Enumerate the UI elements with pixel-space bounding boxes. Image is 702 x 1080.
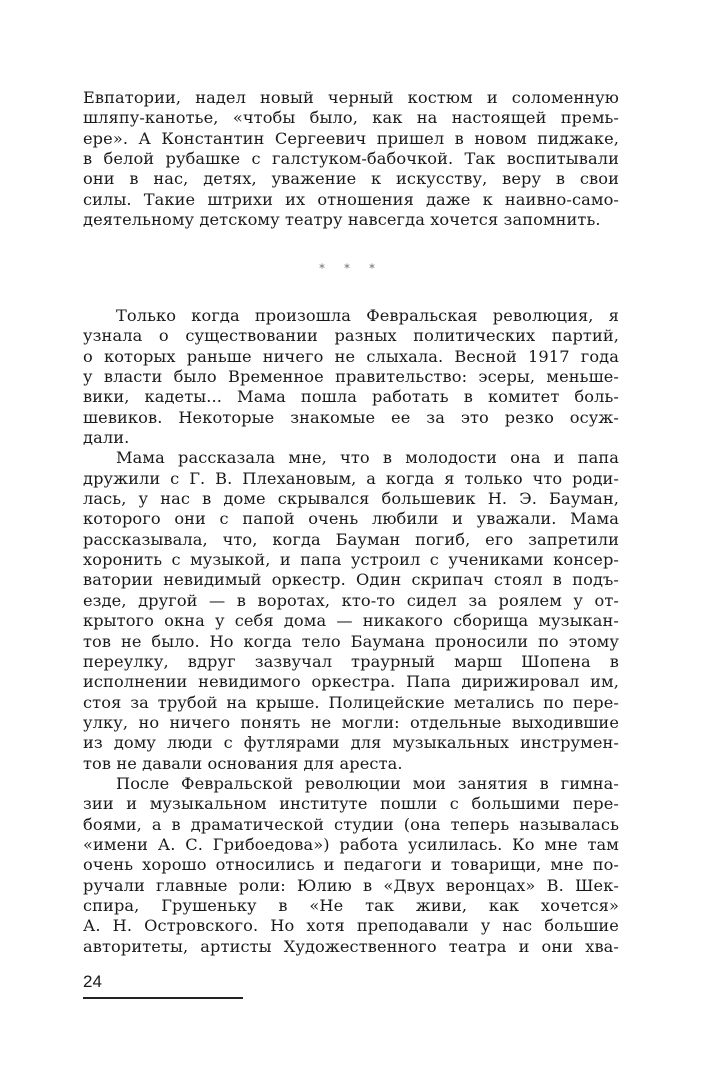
text-line: стоя за трубой на крыше. Полицейские метались по пере- (83, 692, 619, 712)
text-line: рассказывала, что, когда Бауман погиб, его запретили (83, 529, 619, 549)
continuation-paragraph (83, 88, 619, 230)
text-line: узнала о существовании разных политических партий, (83, 326, 619, 346)
text-line: деятельному детскому театру навсегда хочется запомнить. (83, 210, 601, 230)
text-line: езде, другой — в воротах, кто-то сидел за роялем у от- (83, 590, 619, 610)
text-line: боями, а в драматической студии (она теперь называлась (83, 814, 619, 834)
text-line: у власти было Временное правительство: эсеры, меньше- (83, 367, 619, 387)
text-line: они в нас, детях, уважение к искусству, веру в свои (83, 169, 619, 189)
text-line: ватории невидимый оркестр. Один скрипач стоял в подъ- (83, 570, 619, 590)
text-line: в белой рубашке с галстуком-бабочкой. Так воспитывали (83, 149, 619, 169)
paragraph (83, 774, 619, 957)
text-line: о которых раньше ничего не слыхала. Весной 1917 года (83, 346, 619, 366)
text-line: крытого окна у себя дома — никакого сборища музыкан- (83, 611, 619, 631)
text-line: улку, но ничего понять не могли: отдельные выходившие (83, 712, 619, 732)
text-line: А. Н. Островского. Но хотя преподавали у нас большие (83, 916, 619, 936)
text-line: дали. (83, 428, 130, 448)
text-line: хоронить с музыкой, и папа устроил с учениками консер- (83, 550, 619, 570)
text-line: «имени А. С. Грибоедова») работа усилилась. Ко мне там (83, 834, 619, 854)
section-separator: * * * (319, 262, 383, 275)
text-line: ручали главные роли: Юлию в «Двух веронцах» В. Шек- (83, 875, 619, 895)
text-line: тов не было. Но когда тело Баумана проносили по этому (83, 631, 619, 651)
text-line: авторитеты, артисты Художественного театра и они хва- (83, 936, 619, 956)
text-line: силы. Такие штрихи их отношения даже к наивно-само- (83, 189, 619, 209)
text-line: исполнении невидимого оркестра. Папа дирижировал им, (83, 672, 619, 692)
text-line: шляпу-канотье, «чтобы было, как на настоящей премь- (83, 108, 619, 128)
paragraph (83, 306, 619, 448)
text-line: спира, Грушеньку в «Не так живи, как хочется» (83, 895, 619, 915)
text-line: лась, у нас в доме скрывался большевик Н. Э. Бауман, (83, 489, 619, 509)
text-line: дружили с Г. В. Плехановым, а когда я только что роди- (83, 468, 619, 488)
text-line: шевиков. Некоторые знакомые ее за это резко осуж- (83, 407, 619, 427)
page-number: 24 (83, 972, 102, 991)
text-line: из дому люди с футлярами для музыкальных инструмен- (83, 733, 619, 753)
text-line: переулку, вдруг зазвучал траурный марш Шопена в (83, 651, 619, 671)
footer-rule (83, 997, 243, 999)
body-text (83, 306, 619, 957)
text-line: Евпатории, надел новый черный костюм и соломенную (83, 88, 619, 107)
text-line: Мама рассказала мне, что в молодости она и папа (116, 448, 619, 468)
text-line: После Февральской революции мои занятия в гимна- (116, 773, 619, 793)
text-line: вики, кадеты... Мама пошла работать в комитет боль- (83, 387, 619, 407)
text-line: зии и музыкальном институте пошли с большими пере- (83, 794, 619, 814)
text-line: которого они с папой очень любили и уважали. Мама (83, 509, 619, 529)
text-line: очень хорошо относились и педагоги и товарищи, мне по- (83, 855, 619, 875)
text-line: тов не давали основания для ареста. (83, 753, 403, 773)
text-line: Только когда произошла Февральская революция, я (116, 306, 619, 325)
paragraph (83, 448, 619, 774)
text-line: ере». А Константин Сергеевич пришел в новом пиджаке, (83, 128, 619, 148)
